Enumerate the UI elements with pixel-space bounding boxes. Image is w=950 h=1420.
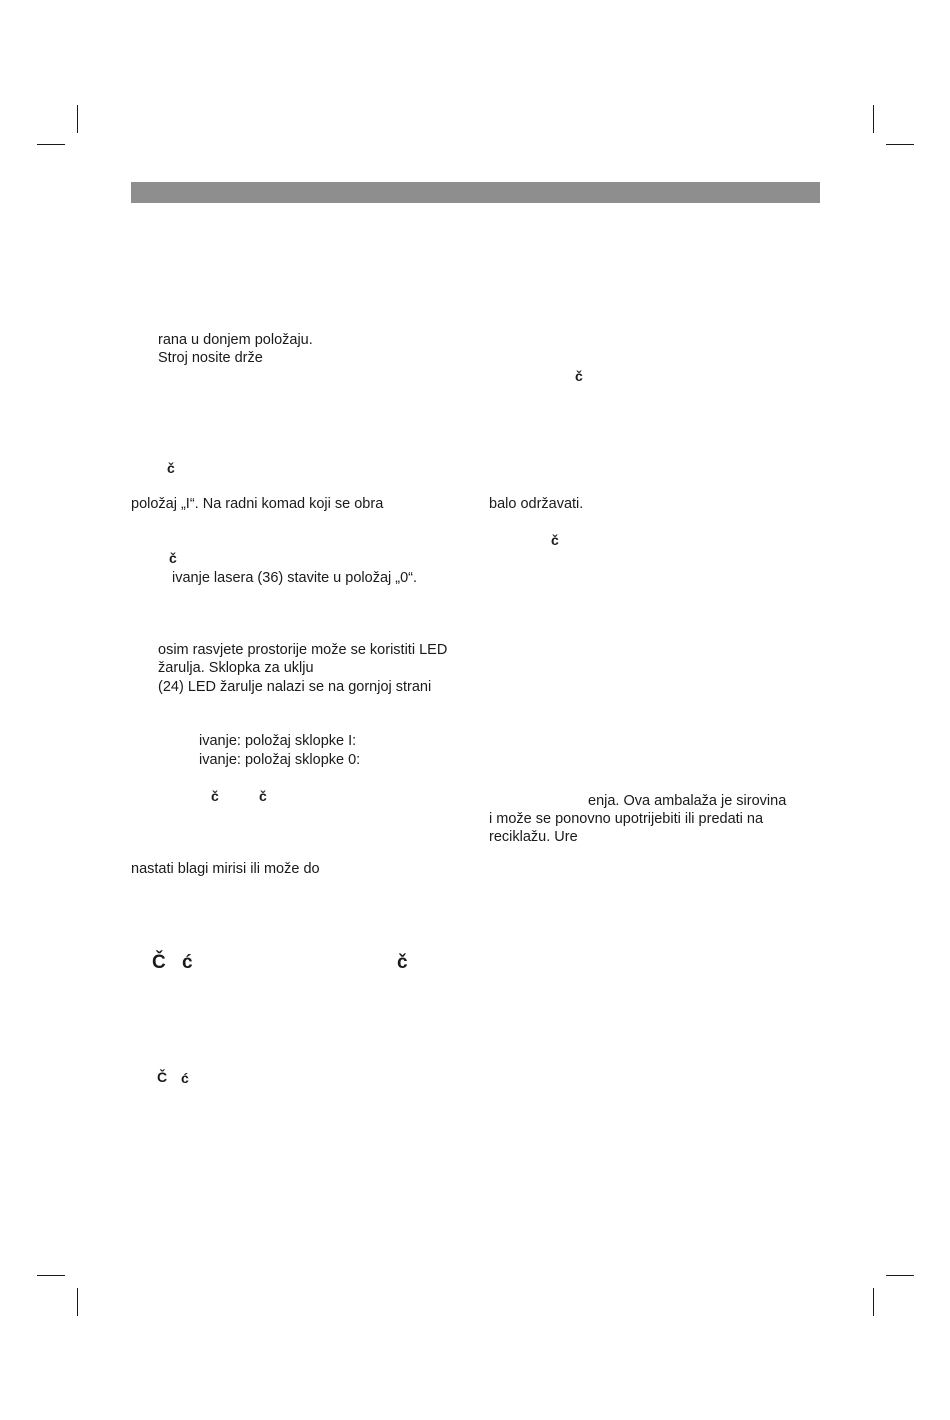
text-line-osim: osim rasvjete prostorije može se koristiti LED bbox=[158, 642, 448, 658]
glyph-c-left-3: č bbox=[211, 788, 219, 804]
crop-mark-top-right-vertical bbox=[873, 105, 874, 133]
subheading-glyph-c-acute: ć bbox=[181, 1070, 189, 1086]
text-line-zarulja: žarulja. Sklopka za uklju bbox=[158, 660, 314, 676]
subheading-glyph-C: Č bbox=[157, 1069, 168, 1085]
text-line-reciklazu: reciklažu. Ure bbox=[489, 829, 578, 845]
crop-mark-top-left-horizontal bbox=[37, 144, 65, 145]
text-line-sklopka-0: ivanje: položaj sklopke 0: bbox=[199, 752, 361, 768]
text-line-enja: enja. Ova ambalaža je sirovina bbox=[588, 793, 787, 809]
text-line-balo: balo održavati. bbox=[489, 496, 584, 512]
glyph-c-right-2: č bbox=[551, 532, 559, 548]
crop-mark-top-left-vertical bbox=[77, 105, 78, 133]
heading-glyph-C: Č bbox=[152, 952, 166, 973]
glyph-c-left-1: č bbox=[167, 460, 175, 476]
crop-mark-bottom-right-vertical bbox=[873, 1288, 874, 1316]
glyph-c-left-2: č bbox=[169, 550, 177, 566]
text-line-24: (24) LED žarulje nalazi se na gornjoj strani bbox=[158, 679, 432, 695]
text-line-polozaj: položaj „I“. Na radni komad koji se obra bbox=[131, 496, 384, 512]
text-line-moze: i može se ponovno upotrijebiti ili predati na bbox=[489, 811, 764, 827]
crop-mark-bottom-left-vertical bbox=[77, 1288, 78, 1316]
crop-mark-bottom-right-horizontal bbox=[886, 1275, 914, 1276]
text-line-rana: rana u donjem položaju. bbox=[158, 332, 313, 348]
heading-glyph-c-right: č bbox=[397, 952, 408, 973]
text-line-nastati: nastati blagi mirisi ili može do bbox=[131, 861, 320, 877]
section-header-bar bbox=[131, 182, 820, 203]
text-line-stroj: Stroj nosite drže bbox=[158, 350, 263, 366]
text-line-sklopka-i: ivanje: položaj sklopke I: bbox=[199, 733, 357, 749]
crop-mark-top-right-horizontal bbox=[886, 144, 914, 145]
text-line-laser: ivanje lasera (36) stavite u položaj „0“. bbox=[172, 570, 418, 586]
crop-mark-bottom-left-horizontal bbox=[37, 1275, 65, 1276]
heading-glyph-c-acute: ć bbox=[182, 952, 193, 973]
glyph-c-right-1: č bbox=[575, 368, 583, 384]
glyph-c-left-4: č bbox=[259, 788, 267, 804]
